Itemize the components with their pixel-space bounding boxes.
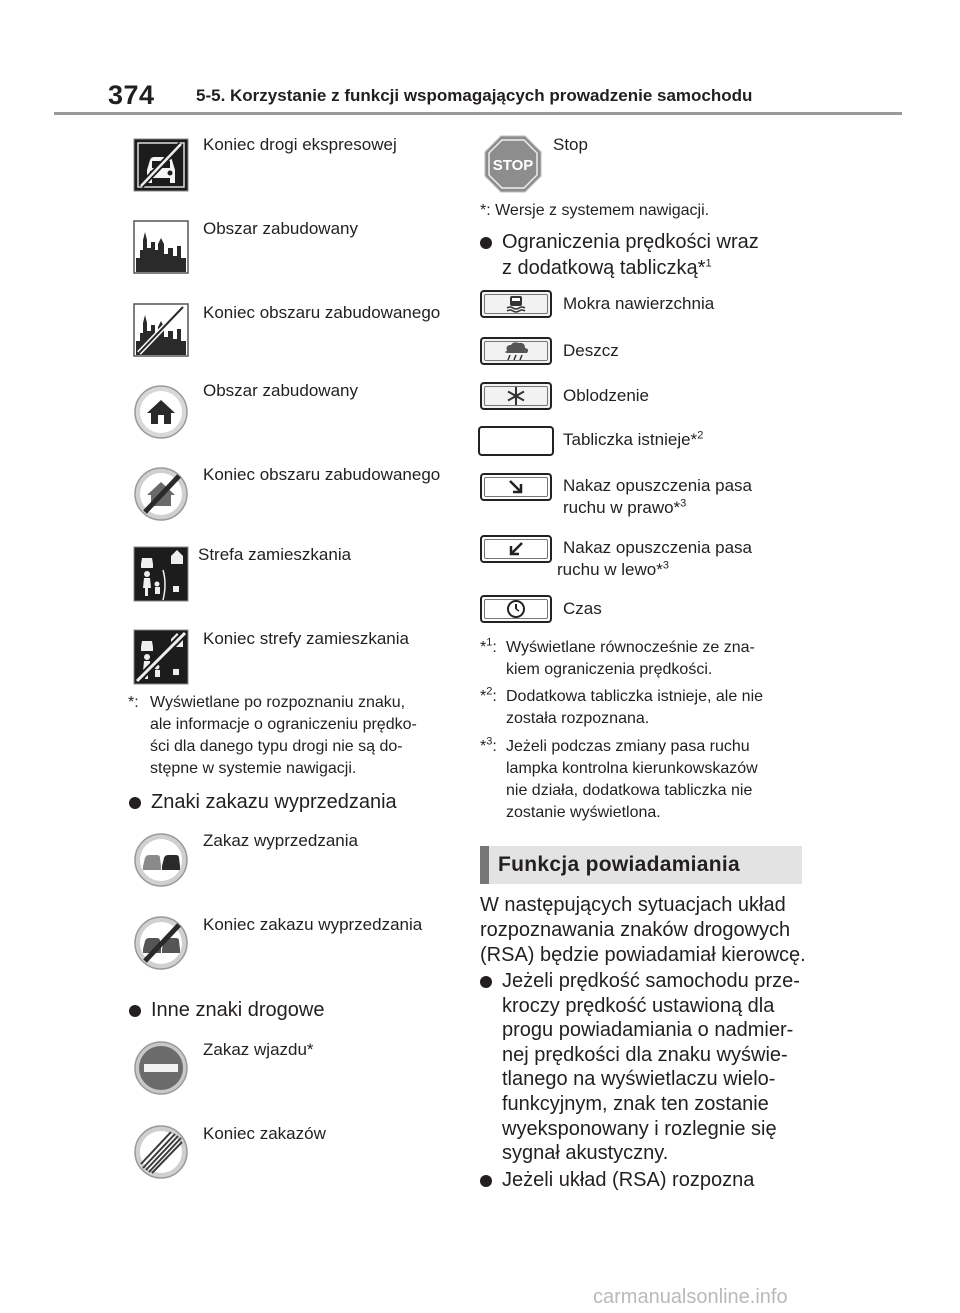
plate-label: Oblodzenie [563,386,650,405]
footnote-line: zostanie wyświetlona. [506,804,661,821]
arrow-down-right-icon [480,473,552,501]
footnote-line: Jeżeli podczas zmiany pasa ruchu [506,738,750,755]
heading-no-overtaking [129,789,459,817]
sign-label: Obszar zabudowany [203,381,358,400]
footnote-navigation [128,692,458,782]
footnote-sup: 2 [697,429,704,442]
heading-other-signs [129,997,459,1025]
footnote-3: *$^3$: Jeżeli podczas zmiany pasa ruchu lampka kontrolna kierunkowskazów nie działa, dodatkowa tabliczka nie zostanie wyświetlona. [480,736,810,826]
page-number: 374 [108,80,155,110]
stop-sign-icon [483,134,543,194]
chapter-title: 5-5. Korzystanie z funkcji wspomagających prowadzenie samochodu [196,86,753,105]
end-built-up-area-round-icon [133,466,189,522]
sign-label: Koniec obszaru zabudowanego [203,465,441,484]
end-expressway-icon [133,138,189,192]
wet-road-icon [480,290,552,318]
footnote-line: stępne w systemie nawigacji. [150,760,357,777]
sign-label: Stop [553,135,588,154]
snowflake-icon [480,382,552,410]
heading-speed-limits-plates [480,229,810,283]
end-of-restrictions-icon [133,1124,189,1180]
sign-label: Zakaz wjazdu* [203,1040,314,1059]
section-title: Funkcja powiadamiania [498,853,741,876]
clock-icon [480,595,552,623]
end-no-overtaking-icon [133,915,189,971]
sign-label: Koniec zakazów [203,1124,326,1143]
footnote-line: została rozpoznana. [506,710,650,727]
header-divider [54,112,902,115]
bullet-speed-exceeded: Jeżeli prędkość samochodu prze- kroczy prędkość ustawioną dla progu powiadamiania o nadmier- nej prędkości dla znaku wyświe- tlanego na wyświetlaczu wielo- funkcyjnym, znak ten zostanie wyeksponowany i rozlegnie się sygnał akustyczny. [480,969,810,1169]
bullet-rsa-detects: Jeżeli układ (RSA) rozpozna [480,1167,810,1195]
navigation-note: *: Wersje z systemem nawigacji. [480,202,710,219]
footnote-line: kiem ograniczenia prędkości. [506,661,713,678]
stop-sign-text: STOP [492,157,534,174]
bullet-dot [480,1175,492,1187]
plate-label: Czas [563,599,602,618]
heading-line: z dodatkową tabliczką* [502,257,706,279]
sign-label: Koniec obszaru zabudowanego [203,303,441,322]
section-header-bar [480,846,489,884]
blank-plate-icon [478,426,554,456]
sign-label: Zakaz wyprzedzania [203,831,358,850]
bullet-dot [480,237,492,249]
arrow-down-left-icon [480,535,552,563]
watermark: carmanualsonline.info [593,1286,788,1308]
end-residential-zone-icon [133,629,189,685]
footnote-line: nie działa, dodatkowa tabliczka nie [506,782,753,799]
no-entry-icon [133,1040,189,1096]
footnote-1: *$^1$: Wyświetlane równocześnie ze zna- kiem ograniczenia prędkości. [480,637,810,681]
plate-label: Mokra nawierzchnia [563,294,715,313]
bullet-dot [480,976,492,988]
footnote-line: lampka kontrolna kierunkowskazów [506,760,758,777]
footnote-key: *: [128,694,139,711]
footnote-line: ści dla danego typu drogi nie są do- [150,738,403,755]
built-up-area-icon [133,220,189,274]
intro-paragraph: W następujących sytuacjach układ rozpoznawania znaków drogowych (RSA) będzie powiadamiał kierowcę. [480,894,806,966]
bullet-dot [129,797,141,809]
bullet-dot [129,1005,141,1017]
sign-label: Strefa zamieszkania [198,545,352,564]
plate-label: Deszcz [563,341,619,360]
sign-label: Obszar zabudowany [203,219,358,238]
sign-label: Koniec strefy zamieszkania [203,629,409,648]
footnote-line: Wyświetlane po rozpoznaniu znaku, [150,694,406,711]
residential-zone-icon [133,546,189,602]
footnote-line: Dodatkowa tabliczka istnieje, ale nie [506,688,764,705]
heading-text: Inne znaki drogowe [151,999,325,1021]
plate-label: Nakaz opuszczenia pasa ruchu w prawo*$^3$ [563,476,753,517]
heading-text: Znaki zakazu wyprzedzania [151,791,397,813]
sign-label: Koniec zakazu wyprzedzania [203,915,423,934]
footnote-sup: 1 [705,257,712,270]
sign-label: Koniec drogi ekspresowej [203,135,397,154]
built-up-area-round-icon [133,384,189,440]
rain-icon [480,337,552,365]
footnote-sup: 3 [662,559,669,572]
footnote-line: ale informacje o ograniczeniu prędko- [150,716,417,733]
footnote-line: Wyświetlane równocześnie ze zna- [506,639,755,656]
end-built-up-area-icon [133,303,189,357]
footnote-sup: 3 [680,497,687,510]
plate-label: Nakaz opuszczenia pasa ruchu w lewo*$^3$ [557,538,753,579]
footnote-2: *$^2$: Dodatkowa tabliczka istnieje, ale nie została rozpoznana. [480,686,810,730]
no-overtaking-icon [133,832,189,888]
plate-label: Tabliczka istnieje*$^2$ [563,429,704,449]
heading-line: Ograniczenia prędkości wraz [502,231,759,253]
